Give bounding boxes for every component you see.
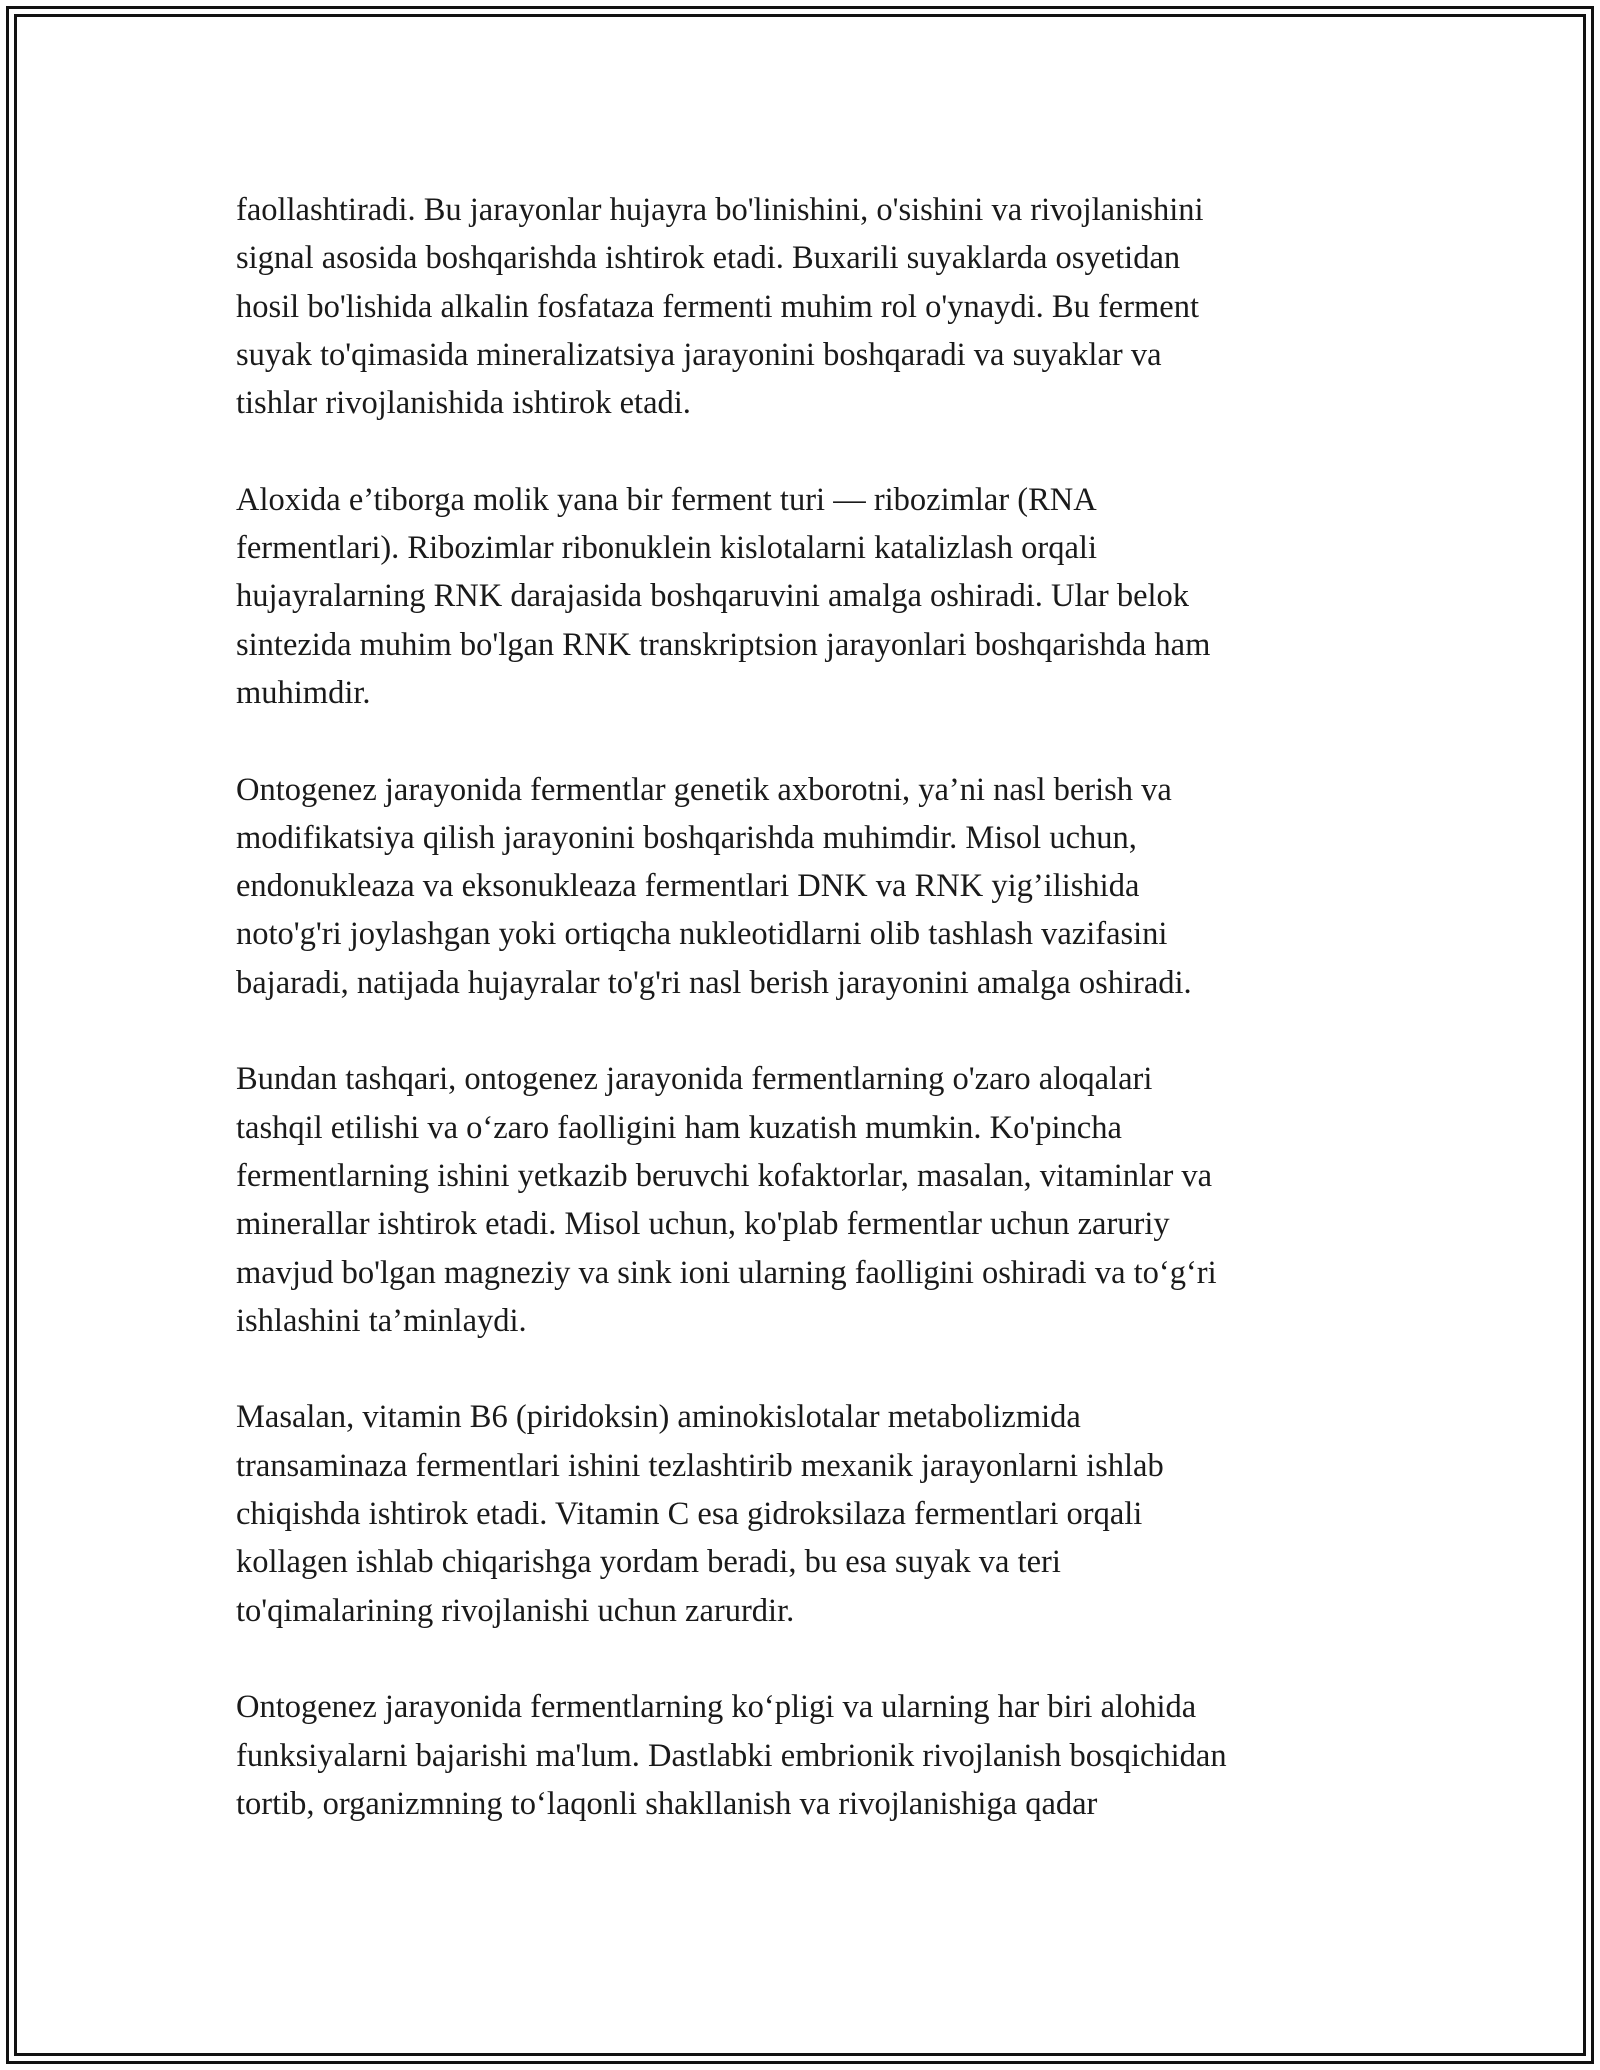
text-line: tortib, organizmning to‘laqonli shakllanish va rivojlanishiga qadar [236,1785,1098,1822]
text-line: Bundan tashqari, ontogenez jarayonida fermentlarning o'zaro aloqalari [236,1061,1153,1098]
text-line: hosil bo'lishida alkalin fosfataza fermenti muhim rol o'ynaydi. Bu ferment [236,288,1200,325]
text-line: tishlar rivojlanishida ishtirok etadi. [236,385,691,422]
text-line: kollagen ishlab chiqarishga yordam beradi, bu esa suyak va teri [236,1544,1061,1581]
text-line: modifikatsiya qilish jarayonini boshqarishda muhimdir. Misol uchun, [236,819,1137,856]
text-line: tashqil etilishi va o‘zaro faolligini ham kuzatish mumkin. Ko'pincha [236,1109,1122,1146]
text-line: bajaradi, natijada hujayralar to'g'ri nasl berish jarayonini amalga oshiradi. [236,964,1192,1001]
text-line: ishlashini ta’minlaydi. [236,1302,527,1339]
text-line: fermentlari). Ribozimlar ribonuklein kislotalarni katalizlash orqali [236,530,1097,567]
paragraph-2 [236,476,1366,717]
text-line: muhimdir. [236,674,371,711]
paragraph-1 [236,186,1366,427]
paragraph-3 [236,766,1366,1007]
text-line: signal asosida boshqarishda ishtirok etadi. Buxarili suyaklarda osyetidan [236,240,1181,277]
text-line: transaminaza fermentlari ishini tezlashtirib mexanik jarayonlarni ishlab [236,1447,1164,1484]
text-line: Ontogenez jarayonida fermentlar genetik axborotni, ya’ni nasl berish va [236,771,1172,808]
text-line: suyak to'qimasida mineralizatsiya jarayonini boshqaradi va suyaklar va [236,336,1162,373]
text-line: Aloxida e’tiborga molik yana bir ferment turi — ribozimlar (RNA [236,481,1097,518]
text-line: mavjud bo'lgan magneziy va sink ioni ularning faolligini oshiradi va to‘g‘ri [236,1254,1217,1291]
text-line: to'qimalarining rivojlanishi uchun zarurdir. [236,1592,795,1629]
text-line: noto'g'ri joylashgan yoki ortiqcha nukleotidlarni olib tashlash vazifasini [236,916,1168,953]
paragraph-5 [236,1393,1366,1634]
document-body [236,186,1366,1876]
text-line: Masalan, vitamin B6 (piridoksin) aminokislotalar metabolizmida [236,1399,1081,1436]
text-line: chiqishda ishtirok etadi. Vitamin C esa gidroksilaza fermentlari orqali [236,1496,1143,1533]
paragraph-6 [236,1683,1366,1828]
text-line: endonukleaza va eksonukleaza fermentlari DNK va RNK yig’ilishida [236,868,1140,905]
text-line: Ontogenez jarayonida fermentlarning ko‘pligi va ularning har biri alohida [236,1689,1197,1726]
text-line: sintezida muhim bo'lgan RNK transkriptsion jarayonlari boshqarishda ham [236,626,1211,663]
text-line: hujayralarning RNK darajasida boshqaruvini amalga oshiradi. Ular belok [236,578,1190,615]
text-line: faollashtiradi. Bu jarayonlar hujayra bo'linishini, o'sishini va rivojlanishini [236,192,1204,228]
text-line: minerallar ishtirok etadi. Misol uchun, ko'plab fermentlar uchun zaruriy [236,1206,1170,1243]
text-line: funksiyalarni bajarishi ma'lum. Dastlabki embrionik rivojlanish bosqichidan [236,1737,1227,1774]
paragraph-4 [236,1055,1366,1345]
text-line: fermentlarning ishini yetkazib beruvchi kofaktorlar, masalan, vitaminlar va [236,1157,1213,1194]
